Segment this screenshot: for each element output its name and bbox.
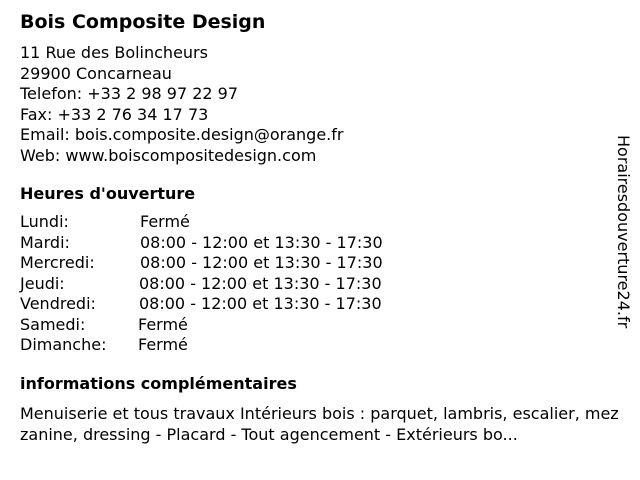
day-hours: Fermé xyxy=(138,335,188,354)
hours-row-dimanche xyxy=(20,335,440,356)
hours-row-mardi xyxy=(20,233,440,254)
hours-row-jeudi xyxy=(20,274,440,295)
site-watermark: Horairesdouverture24.fr xyxy=(614,135,633,329)
phone-number: Telefon: +33 2 98 97 22 97 xyxy=(20,84,239,103)
additional-info-heading: informations complémentaires xyxy=(20,374,297,393)
day-hours: 08:00 - 12:00 et 13:30 - 17:30 xyxy=(139,273,382,293)
day-label: Mardi: xyxy=(20,232,70,252)
day-hours: 08:00 - 12:00 et 13:30 - 17:30 xyxy=(140,232,383,252)
opening-hours-table xyxy=(20,212,440,356)
day-label: Dimanche: xyxy=(20,335,107,354)
day-hours: 08:00 - 12:00 et 13:30 - 17:30 xyxy=(139,294,382,313)
hours-row-samedi xyxy=(20,315,440,336)
fax-number: Fax: +33 2 76 34 17 73 xyxy=(20,104,209,124)
day-hours: Fermé xyxy=(138,314,188,334)
address-city: 29900 Concarneau xyxy=(20,63,172,83)
day-label: Vendredi: xyxy=(20,294,96,313)
day-label: Mercredi: xyxy=(20,253,95,272)
business-name: Bois Composite Design xyxy=(20,11,266,33)
hours-row-mercredi xyxy=(20,253,440,274)
address-street: 11 Rue des Bolincheurs xyxy=(20,43,208,62)
day-hours: Fermé xyxy=(140,212,190,231)
hours-row-vendredi xyxy=(20,294,440,315)
day-label: Lundi: xyxy=(20,212,69,231)
business-description: Menuiserie et tous travaux Intérieurs bois : parquet, lambris, escalier, mezzanine, dressing - Placard - Tout agencement - Extérieurs bo... xyxy=(20,404,619,444)
contact-block xyxy=(20,43,343,166)
website-address: Web: www.boiscompositedesign.com xyxy=(20,145,317,165)
day-label: Samedi: xyxy=(20,314,86,334)
opening-hours-heading: Heures d'ouverture xyxy=(20,184,196,203)
day-label: Jeudi: xyxy=(20,273,65,293)
hours-row-lundi xyxy=(20,212,440,233)
email-address: Email: bois.composite.design@orange.fr xyxy=(20,125,344,144)
day-hours: 08:00 - 12:00 et 13:30 - 17:30 xyxy=(140,253,383,272)
